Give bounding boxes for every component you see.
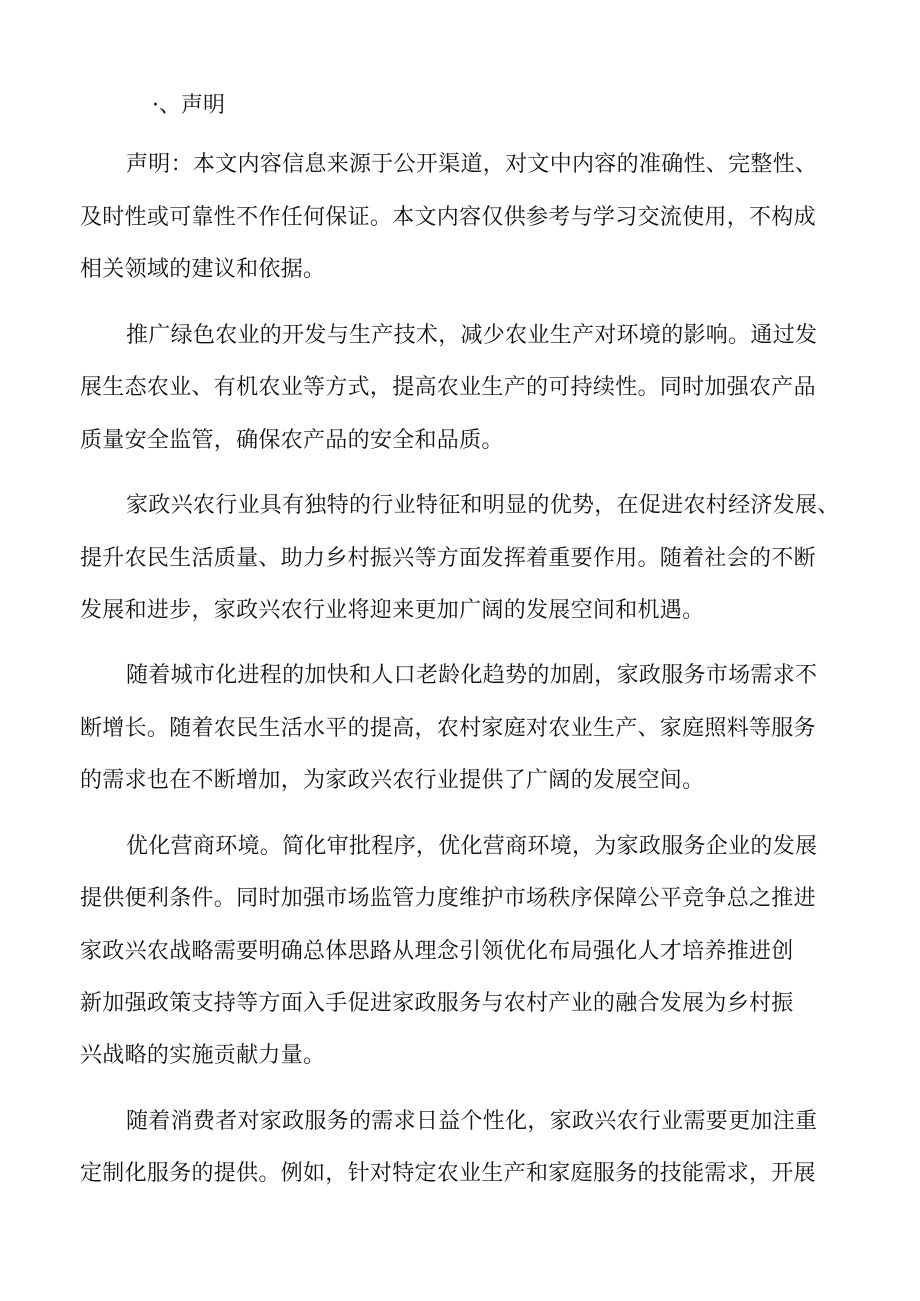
paragraph-line: 质量安全监管，确保农产品的安全和品质。 bbox=[80, 428, 504, 453]
paragraph-line: 及时性或可靠性不作任何保证。本文内容仅供参考与学习交流使用，不构成 bbox=[80, 205, 816, 230]
paragraph-line: 提升农民生活质量、助力乡村振兴等方面发挥着重要作用。随着社会的不断 bbox=[80, 546, 816, 571]
paragraph-line: 提供便利条件。同时加强市场监管力度维护市场秩序保障公平竞争总之推进 bbox=[80, 886, 816, 911]
paragraph-line: 兴战略的实施贡献力量。 bbox=[80, 1043, 326, 1068]
paragraph-line: 断增长。随着农民生活水平的提高，农村家庭对农业生产、家庭照料等服务 bbox=[80, 716, 816, 741]
paragraph-line: 相关领域的建议和依据。 bbox=[80, 257, 326, 282]
paragraph-line: 随着城市化进程的加快和人口老龄化趋势的加剧，家政服务市场需求不 bbox=[126, 663, 818, 688]
paragraph-line: 随着消费者对家政服务的需求日益个性化，家政兴农行业需要更加注重 bbox=[126, 1109, 818, 1134]
paragraph-line: 声明：本文内容信息来源于公开渠道，对文中内容的准确性、完整性、 bbox=[126, 152, 818, 177]
section-heading: ·、声明 bbox=[152, 93, 225, 118]
paragraph-line: 家政兴农战略需要明确总体思路从理念引领优化布局强化人才培养推进创 bbox=[80, 939, 794, 964]
paragraph-line: 优化营商环境。简化审批程序，优化营商环境，为家政服务企业的发展 bbox=[126, 834, 818, 859]
paragraph-line: 的需求也在不断增加，为家政兴农行业提供了广阔的发展空间。 bbox=[80, 768, 705, 793]
paragraph-line: 推广绿色农业的开发与生产技术，减少农业生产对环境的影响。通过发 bbox=[126, 323, 818, 348]
paragraph-line: 新加强政策支持等方面入手促进家政服务与农村产业的融合发展为乡村振 bbox=[80, 991, 794, 1016]
paragraph-line: 展生态农业、有机农业等方式，提高农业生产的可持续性。同时加强农产品 bbox=[80, 375, 816, 400]
paragraph-line: 定制化服务的提供。例如，针对特定农业生产和家庭服务的技能需求，开展 bbox=[80, 1161, 816, 1186]
paragraph-line: 发展和进步，家政兴农行业将迎来更加广阔的发展空间和机遇。 bbox=[80, 598, 705, 623]
paragraph-line: 家政兴农行业具有独特的行业特征和明显的优势，在促进农村经济发展、 bbox=[126, 493, 840, 518]
